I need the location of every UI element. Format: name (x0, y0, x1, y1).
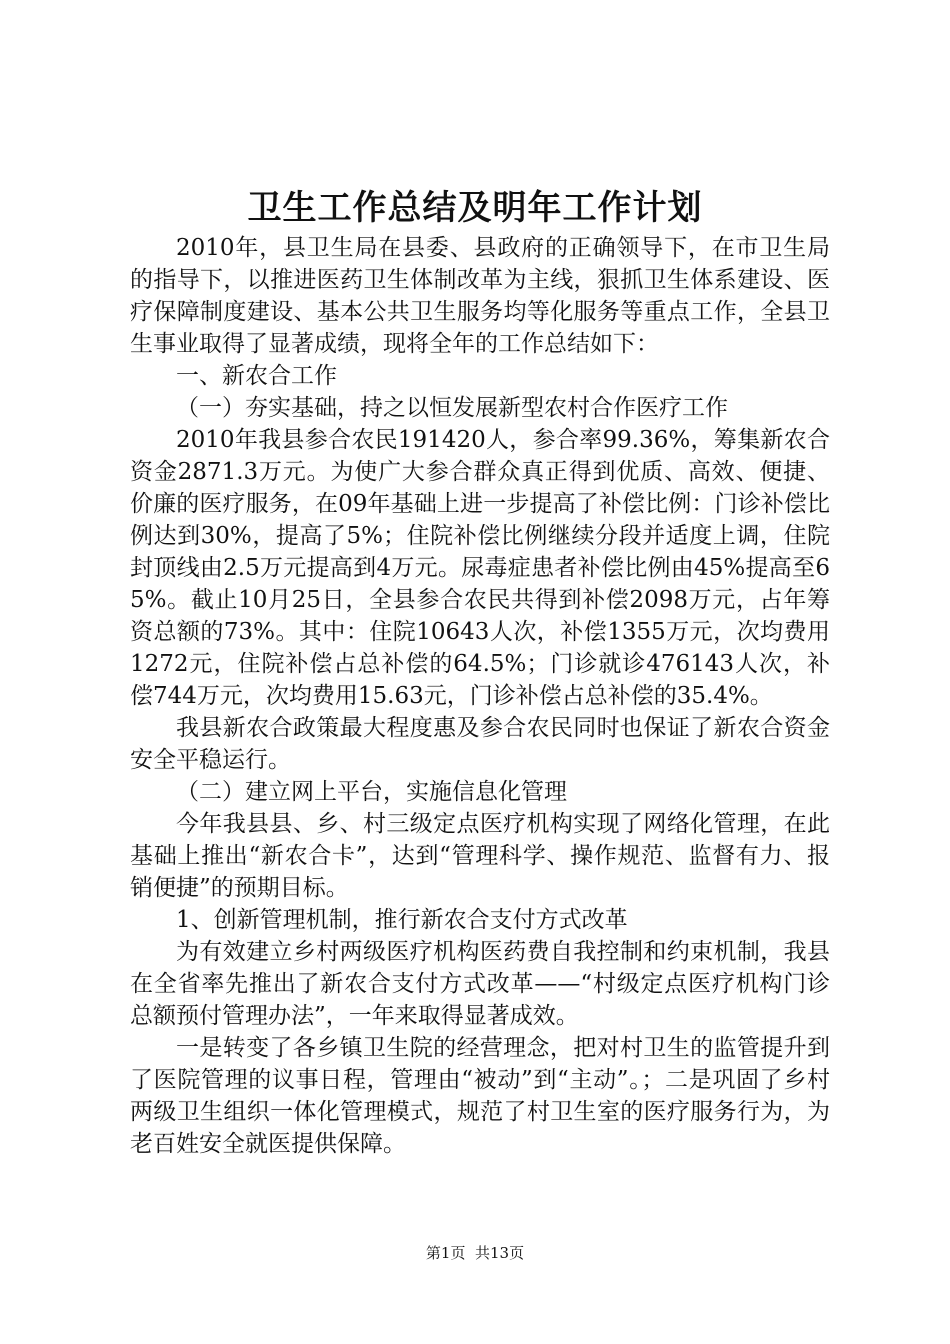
page-number: 第1页 (425, 1244, 466, 1262)
item-heading-1: 1、创新管理机制，推行新农合支付方式改革 (176, 907, 628, 933)
paragraph-statistics: 2010年我县参合农民191420人，参合率99.36%，筹集新农合资金2871.3万元。为使广大参合群众真正得到优质、高效、便捷、价廉的医疗服务，在09年基础上进一步提高了补偿比例：门诊补偿比例达到30%，提高了5%；住院补偿比例继续分段并适度上调，住院封顶线由2.5万元提高到4万元。尿毒症患者补偿比例由45%提高至65%。截止10月25日，全县参合农民共得到补偿2098万元，占年筹资总额的73%。其中：住院10643人次，补偿1355万元，次均费用1272元，住院补偿占总补偿的64.5%；门诊就诊476143人次，补偿744万元，次均费用15.63元，门诊补偿占总补偿的35.4%。 (130, 427, 830, 709)
section-heading-1: 一、新农合工作 (176, 363, 337, 389)
subsection-heading-1: （一）夯实基础，持之以恒发展新型农村合作医疗工作 (176, 395, 728, 421)
document-body (130, 232, 830, 1160)
paragraph-payment-reform: 为有效建立乡村两级医疗机构医药费自我控制和约束机制，我县在全省率先推出了新农合支付方式改革——“村级定点医疗机构门诊总额预付管理办法”，一年来取得显著成效。 (130, 939, 830, 1029)
paragraph-intro: 2010年，县卫生局在县委、县政府的正确领导下，在市卫生局的指导下，以推进医药卫生体制改革为主线，狠抓卫生体系建设、医疗保障制度建设、基本公共卫生服务均等化服务等重点工作，全县卫生事业取得了显著成绩，现将全年的工作总结如下： (130, 235, 830, 357)
page-total: 共13页 (475, 1244, 525, 1262)
paragraph-network: 今年我县县、乡、村三级定点医疗机构实现了网络化管理，在此基础上推出“新农合卡”，达到“管理科学、操作规范、监督有力、报销便捷”的预期目标。 (130, 811, 830, 901)
page-footer (0, 1243, 950, 1263)
paragraph-policy: 我县新农合政策最大程度惠及参合农民同时也保证了新农合资金安全平稳运行。 (130, 715, 830, 773)
document-title: 卫生工作总结及明年工作计划 (247, 188, 703, 228)
subsection-heading-2: （二）建立网上平台，实施信息化管理 (176, 779, 567, 805)
paragraph-results: 一是转变了各乡镇卫生院的经营理念，把对村卫生的监管提升到了医院管理的议事日程，管理由“被动”到“主动”。；二是巩固了乡村两级卫生组织一体化管理模式，规范了村卫生室的医疗服务行为，为老百姓安全就医提供保障。 (130, 1035, 830, 1157)
